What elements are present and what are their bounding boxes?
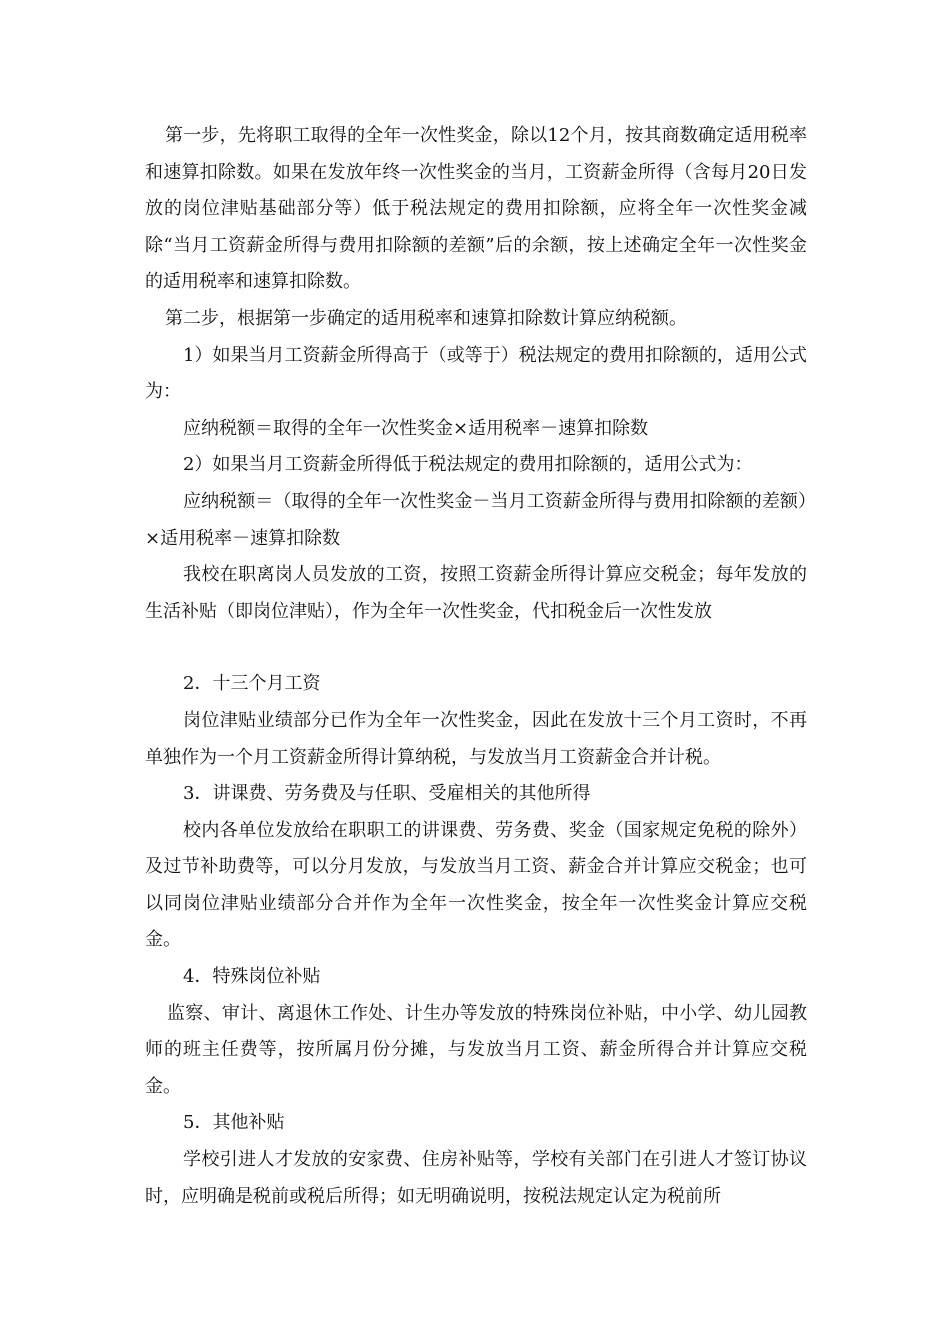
formula-one: 应纳税额＝取得的全年一次性奖金×适用税率－速算扣除数 (183, 417, 649, 439)
paragraph-special-allowance: 监察、审计、离退休工作处、计生办等发放的特殊岗位补贴，中小学、幼儿园教师的班主任费等，按所属月份分摊，与发放当月工资、薪金所得合并计算应交税金。 (145, 1002, 807, 1097)
paragraph-school-practice: 我校在职离岗人员发放的工资，按照工资薪金所得计算应交税金；每年发放的生活补贴（即岗位津贴），作为全年一次性奖金，代扣税金后一次性发放 (145, 564, 807, 622)
heading-lecture-fees: 3．讲课费、劳务费及与任职、受雇相关的其他所得 (183, 783, 591, 805)
paragraph-case-one: 1）如果当月工资薪金所得高于（或等于）税法规定的费用扣除额的，适用公式为： (145, 344, 807, 403)
heading-other-allowance: 5．其他补贴 (183, 1112, 285, 1134)
paragraph-gap (145, 630, 807, 666)
heading-special-allowance: 4．特殊岗位补贴 (183, 966, 321, 988)
paragraph-step-two: 第二步，根据第一步确定的适用税率和速算扣除数计算应纳税额。 (165, 307, 687, 329)
paragraph-other-allowance: 学校引进人才发放的安家费、住房补贴等，学校有关部门在引进人才签订协议时，应明确是税前或税后所得；如无明确说明，按税法规定认定为税前所 (145, 1149, 807, 1207)
paragraph-thirteenth-month: 岗位津贴业绩部分已作为全年一次性奖金，因此在发放十三个月工资时，不再单独作为一个月工资薪金所得计算纳税，与发放当月工资薪金合并计税。 (145, 709, 807, 768)
paragraph-step-one: 第一步，先将职工取得的全年一次性奖金，除以12个月，按其商数确定适用税率和速算扣除数。如果在发放年终一次性奖金的当月，工资薪金所得（含每月20日发放的岗位津贴基础部分等）低于税法规定的费用扣除额，应将全年一次性奖金减除“当月工资薪金所得与费用扣除额的差额”后的余额，按上述确定全年一次性奖金的适用税率和速算扣除数。 (145, 125, 807, 293)
heading-thirteenth-month: 2．十三个月工资 (183, 673, 321, 695)
paragraph-lecture-fees: 校内各单位发放给在职职工的讲课费、劳务费、奖金（国家规定免税的除外）及过节补助费等，可以分月发放，与发放当月工资、薪金合并计算应交税金；也可以同岗位津贴业绩部分合并作为全年一次性奖金，按全年一次性奖金计算应交税金。 (145, 819, 807, 951)
paragraph-case-two: 2）如果当月工资薪金所得低于税法规定的费用扣除额的，适用公式为： (183, 454, 753, 476)
document-body (145, 118, 807, 1215)
formula-two: 应纳税额＝（取得的全年一次性奖金－当月工资薪金所得与费用扣除额的差额）×适用税率－速算扣除数 (145, 490, 807, 549)
